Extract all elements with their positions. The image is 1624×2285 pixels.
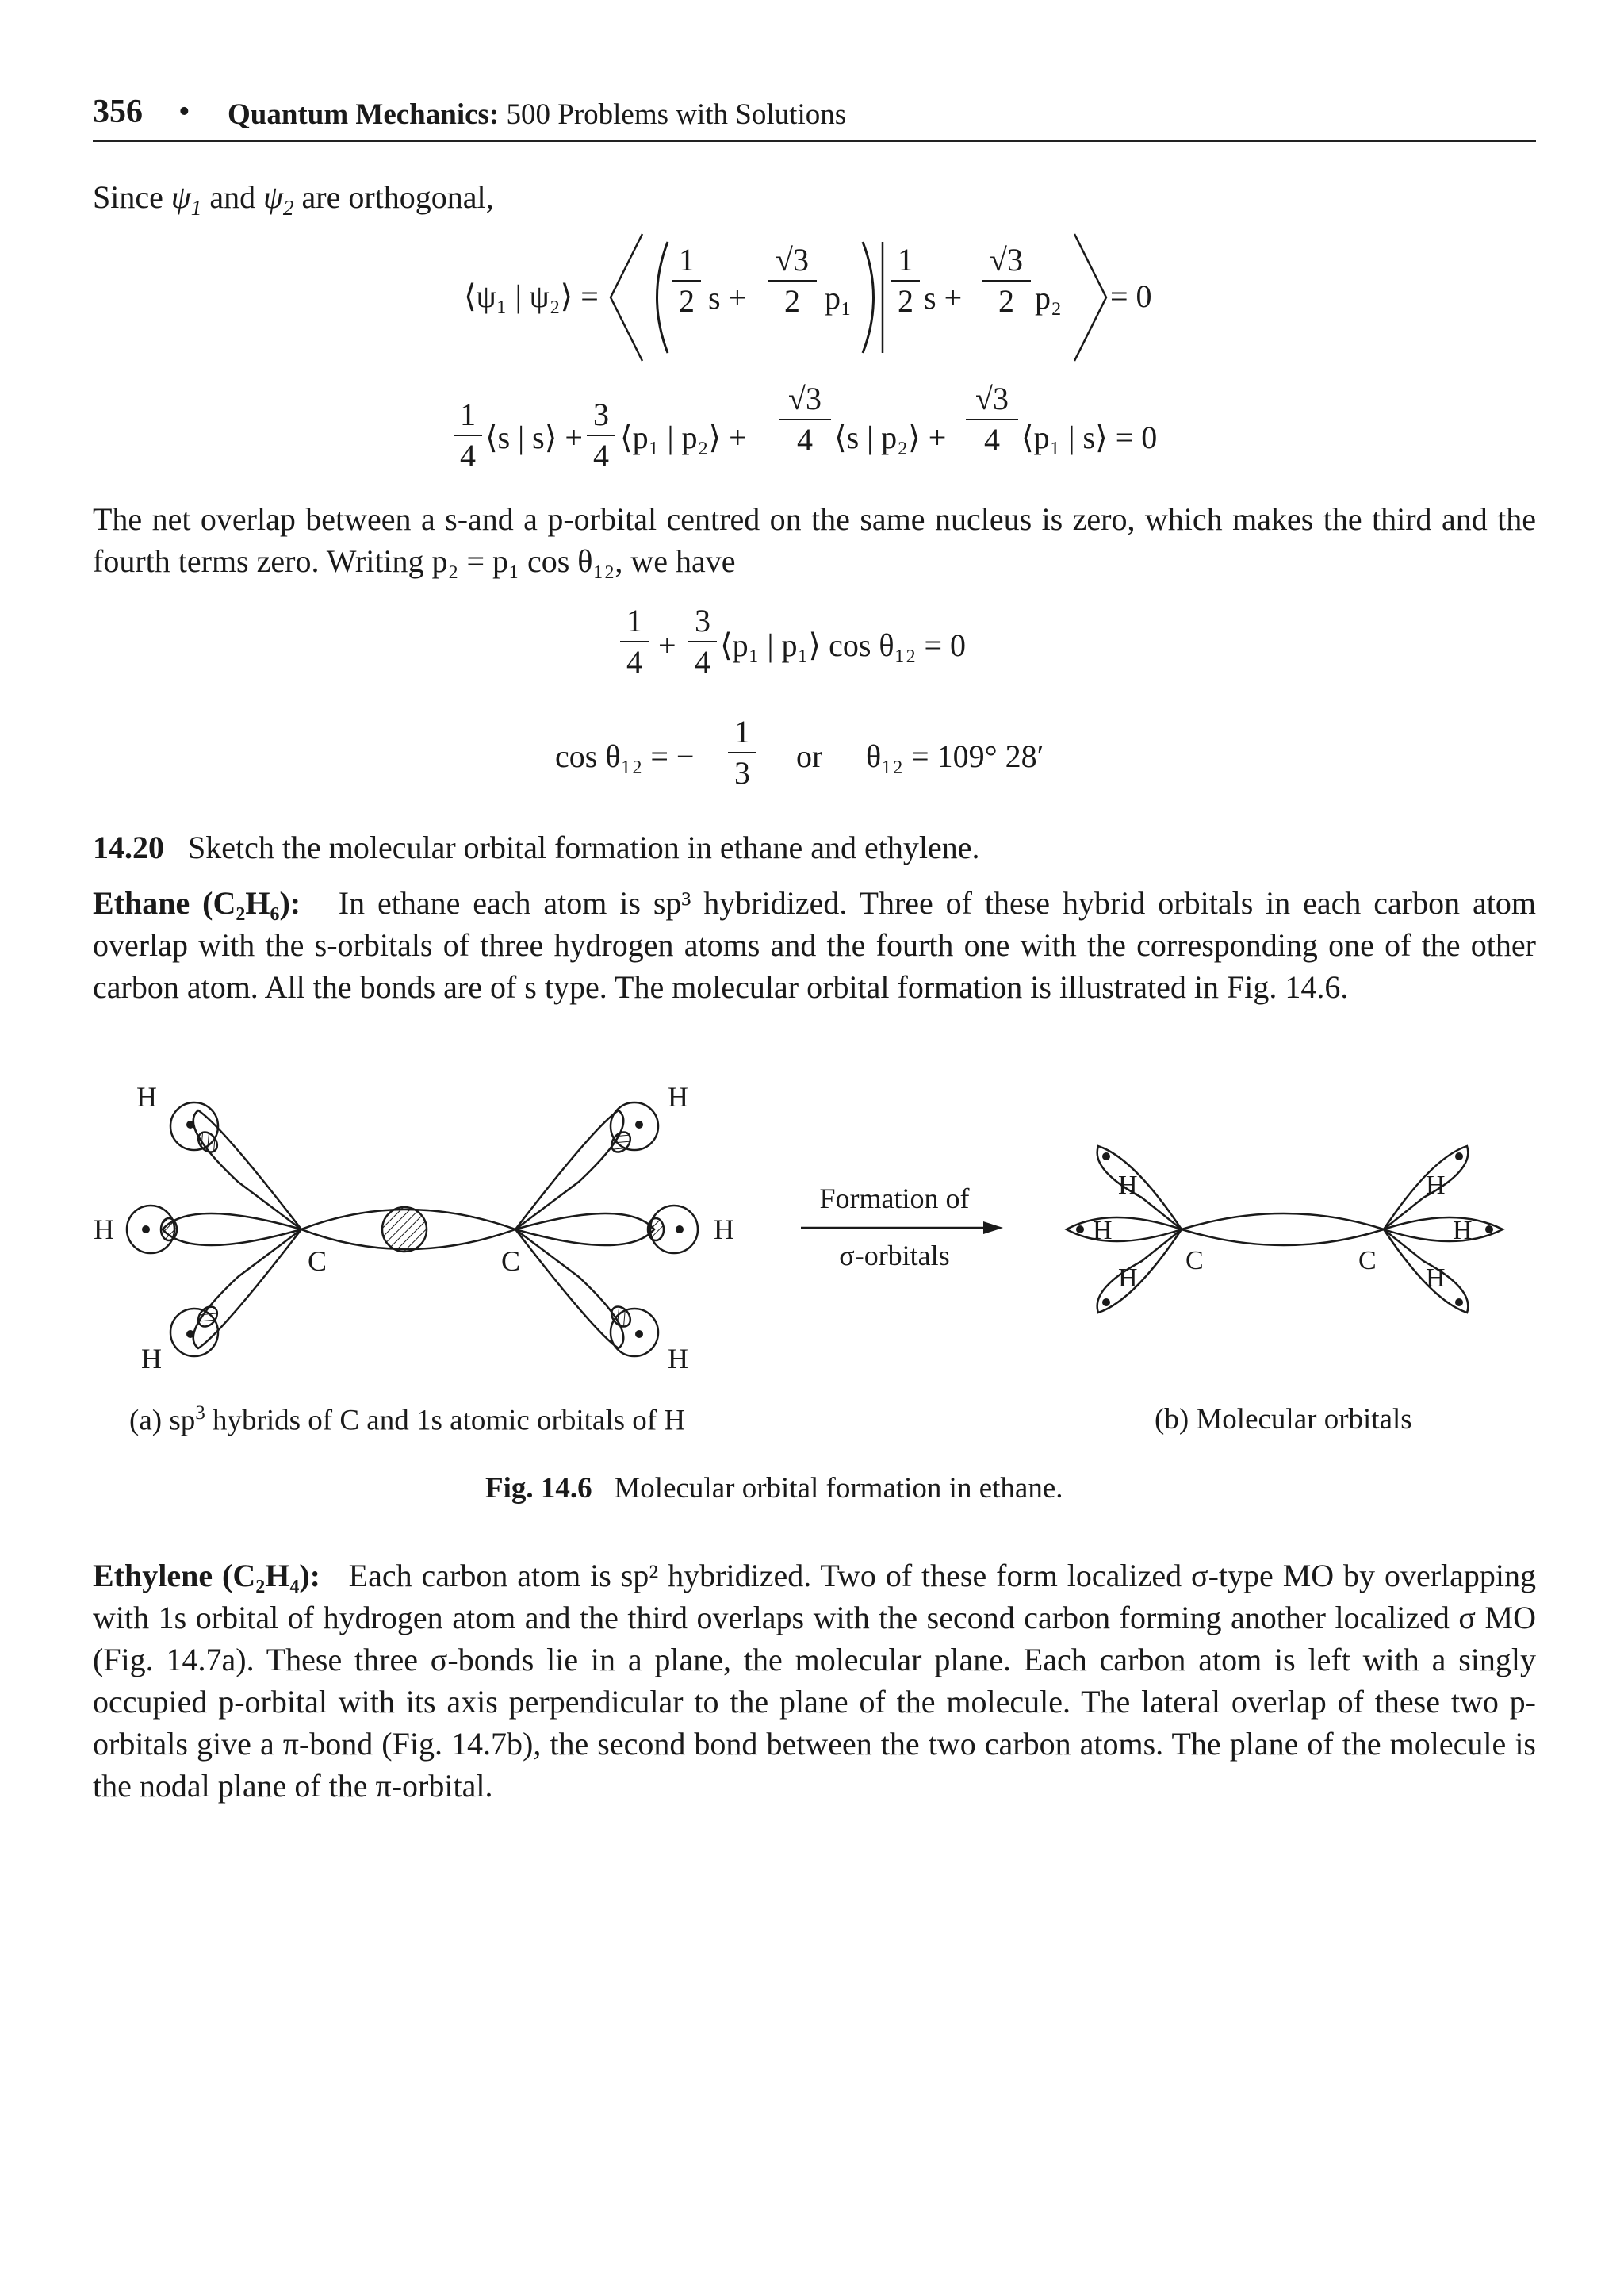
eq1-rhs: = 0 <box>1110 278 1152 314</box>
label-h: H <box>94 1213 114 1245</box>
intro-line <box>93 176 494 229</box>
header-bullet: • <box>178 94 190 130</box>
eq1-frac-sqrt3-1: √3 2 <box>768 242 817 320</box>
eq1-frac-sqrt3-2: √3 2 <box>982 242 1031 320</box>
label-c: C <box>1185 1246 1204 1275</box>
label-c: C <box>308 1245 327 1277</box>
eq3-plus: + <box>658 627 676 663</box>
eq1-big-angle-right <box>1067 230 1114 365</box>
caption-a: (a) $sp^3$ hybrids of C and 1s atomic orbitals of H <box>129 1402 686 1437</box>
label-h: H <box>1118 1263 1138 1293</box>
label-h: H <box>141 1343 162 1374</box>
book-title-bold: Quantum Mechanics: <box>228 98 500 131</box>
problem-statement <box>93 826 980 869</box>
eq1-frac-half-2: 1 2 <box>891 242 920 320</box>
ethane-paragraph <box>93 882 1536 1008</box>
intro-orthogonal: are orthogonal, <box>301 179 494 215</box>
eq1-bar <box>879 238 887 357</box>
figure-label: Fig. 14.6 <box>485 1472 592 1505</box>
eq4-or: or <box>796 738 823 774</box>
formation-arrow <box>801 1183 1003 1271</box>
eq3-frac-three-quarters: 3 4 <box>688 603 717 681</box>
figure-caption-text: Molecular orbital formation in ethane. <box>614 1472 1063 1505</box>
eq2-frac-sqrt3-b: √3 4 <box>966 381 1018 458</box>
page-number: 356 <box>93 94 143 130</box>
arrow-label-bottom: σ-orbitals <box>839 1240 950 1271</box>
label-c: C <box>1358 1246 1377 1275</box>
eq2-term4: ⟨p₁ | s⟩ = 0 <box>1021 420 1158 455</box>
diagram-b-labels <box>1093 1171 1473 1293</box>
intro-psi2: $\psi_2$ <box>263 179 294 220</box>
eq2-term2: ⟨p₁ | p₂⟩ + <box>620 420 747 455</box>
intro-since: Since <box>93 179 163 215</box>
diagram-a-sp3-hybrids <box>127 1102 698 1356</box>
intro-and: and <box>209 179 256 215</box>
eq1-big-paren-left <box>642 238 674 357</box>
label-h: H <box>136 1081 157 1113</box>
eq4-frac-third: 1 3 <box>728 714 756 792</box>
eq4-lhs: cos θ₁₂ = − <box>555 738 695 774</box>
running-header <box>93 91 1536 142</box>
eq2-frac-quarter: 1 4 <box>454 397 482 474</box>
eq1-s-plus-1: s + <box>708 280 747 316</box>
eq3-term: ⟨p₁ | p₁⟩ cos θ₁₂ = 0 <box>720 627 967 663</box>
eq1-lhs: ⟨ψ₁ | ψ₂⟩ = <box>464 278 599 314</box>
eq3-frac-quarter: 1 4 <box>620 603 649 681</box>
eq1-p2: p₂ <box>1035 280 1062 316</box>
label-h: H <box>1118 1171 1138 1200</box>
label-c: C <box>501 1245 521 1277</box>
label-h: H <box>668 1343 688 1374</box>
label-h: H <box>1426 1171 1446 1200</box>
ethylene-text: Each carbon atom is sp² hybridized. Two of these form localized σ-type MO by overlapping with 1s orbital of hydrogen atom and the third overlaps with the second carbon forming another localized σ MO (Fig. 14.7a). These three σ-bonds lie in a plane, the molecular plane. Each carbon atom is left with a singly occupied p-orbital with its axis perpendicular to the plane of the molecule. The lateral overlap of these two p-orbitals give a π-bond (Fig. 14.7b), the second bond between the two carbon atoms. The plane of the molecule is the nodal plane of the π-orbital. <box>93 1558 1536 1804</box>
eq1-frac-half-1: 1 2 <box>672 242 701 320</box>
eq1-s-plus-2: s + <box>924 280 963 316</box>
arrow-label-top: Formation of <box>819 1183 970 1214</box>
eq1-p1: p₁ <box>825 280 852 316</box>
eq4-rhs: θ₁₂ = 109° 28′ <box>866 738 1044 774</box>
overlap-paragraph: The net overlap between a s-and a p-orbital centred on the same nucleus is zero, which makes the third and the fourth terms zero. Writing p₂ = p₁ cos θ₁₂, we have <box>93 501 1536 579</box>
eq2-frac-three-quarters: 3 4 <box>587 397 615 474</box>
ethylene-heading: Ethylene (C₂H₄): <box>93 1558 320 1593</box>
eq2-term1: ⟨s | s⟩ + <box>485 420 583 455</box>
intro-psi1: $\psi_1$ <box>170 179 202 220</box>
ethane-text: In ethane each atom is sp³ hybridized. Three of these hybrid orbitals in each carbon atom overlap with the s-orbitals of three hydrogen atoms and the fourth one with the corresponding one of the other carbon atom. All the bonds are of s type. The molecular orbital formation is illustrated in Fig. 14.6. <box>93 885 1536 1005</box>
label-h: H <box>668 1081 688 1113</box>
figure-caption <box>485 1471 1063 1505</box>
ethylene-paragraph <box>93 1555 1536 1807</box>
ethane-heading: Ethane (C₂H₆): <box>93 885 301 921</box>
label-h: H <box>1453 1216 1473 1245</box>
eq2-term3: ⟨s | p₂⟩ + <box>834 420 947 455</box>
problem-text: Sketch the molecular orbital formation in ethane and ethylene. <box>188 830 980 865</box>
eq2-frac-sqrt3-a: √3 4 <box>779 381 831 458</box>
caption-b: (b) Molecular orbitals <box>1155 1403 1412 1436</box>
figure-ethane-orbitals <box>0 1063 1624 1451</box>
label-h: H <box>1093 1216 1113 1245</box>
problem-number: 14.20 <box>93 830 164 865</box>
book-subtitle: 500 Problems with Solutions <box>506 98 847 131</box>
book-title <box>228 98 846 132</box>
label-h: H <box>1426 1263 1446 1293</box>
label-h: H <box>714 1213 734 1245</box>
